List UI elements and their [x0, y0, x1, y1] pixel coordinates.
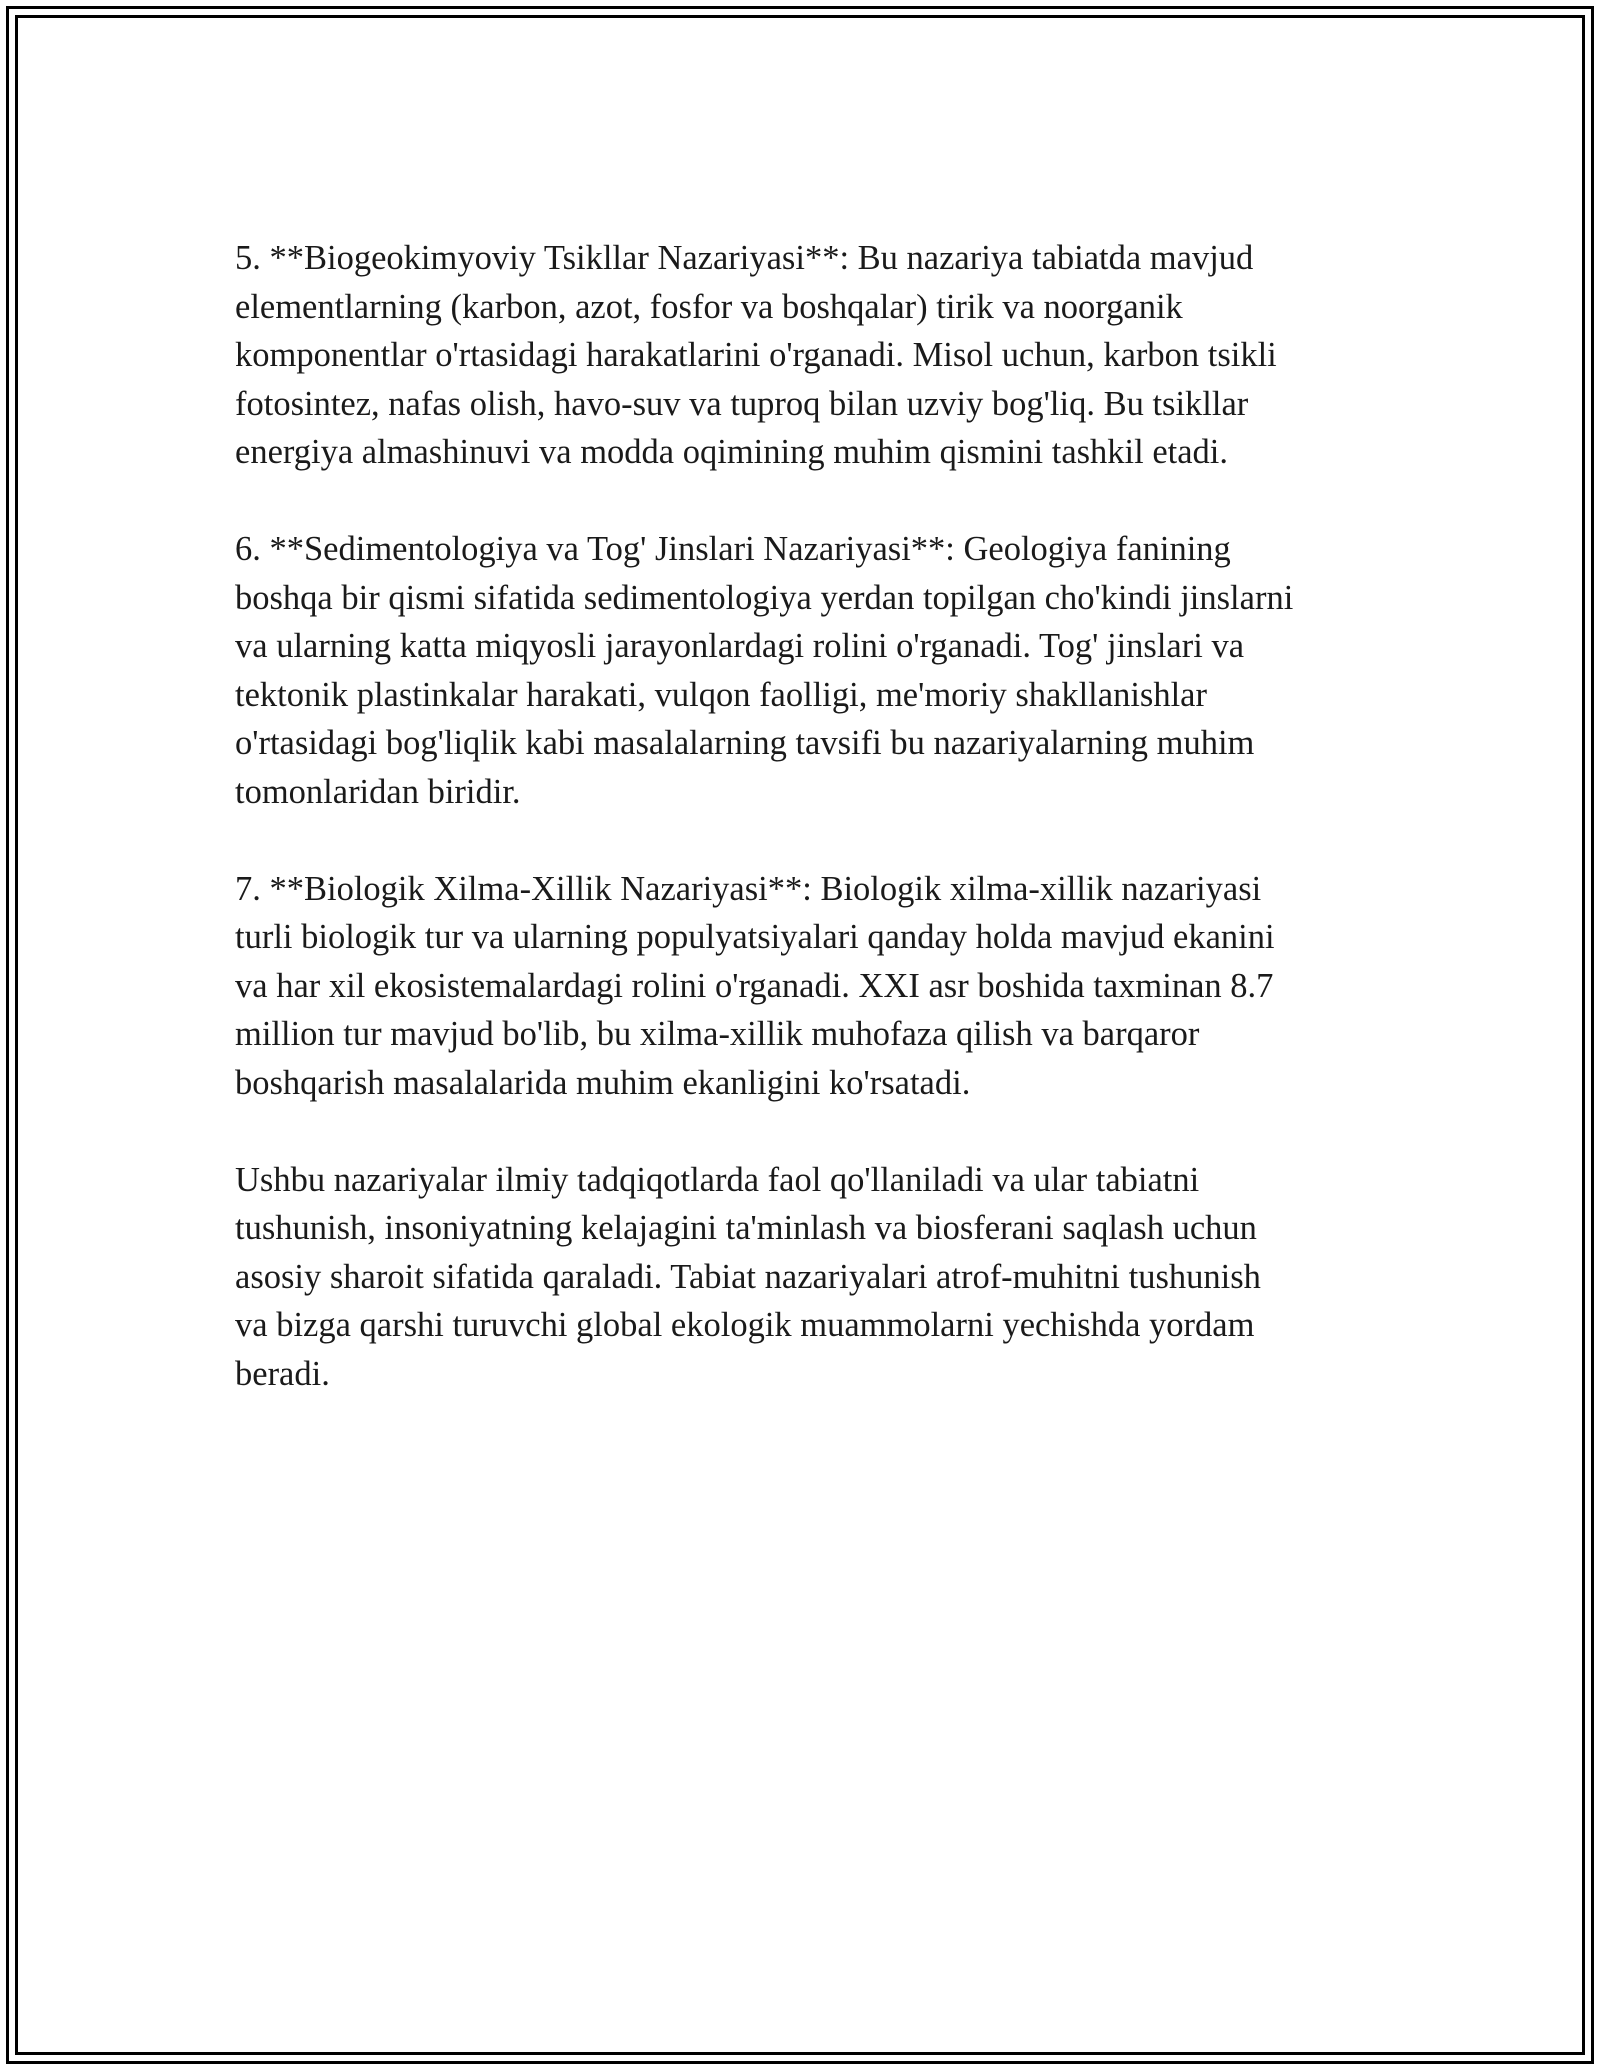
- paragraph-biodiversity: 7. **Biologik Xilma-Xillik Nazariyasi**: Biologik xilma-xillik nazariyasi turli biologik tur va ularning populyatsiyalari qanday holda mavjud ekanini va har xil ekosistemalardagi rolini o'rganadi. XXI asr boshida taxminan 8.7 million tur mavjud bo'lib, bu xilma-xillik muhofaza qilish va barqaror boshqarish masalalarida muhim ekanligini ko'rsatadi.: [235, 869, 1275, 1102]
- paragraph-biogeochemical-cycles: 5. **Biogeokimyoviy Tsikllar Nazariyasi**: Bu nazariya tabiatda mavjud elementlarning (karbon, azot, fosfor va boshqalar) tirik va noorganik komponentlar o'rtasidagi harakatlarini o'rganadi. Misol uchun, karbon tsikli fotosintez, nafas olish, havo-suv va tuproq bilan uzviy bog'liq. Bu tsikllar energiya almashinuvi va modda oqimining muhim qismini tashkil etadi.: [235, 239, 1277, 471]
- document-body: [235, 234, 1385, 1447]
- paragraph-sedimentology: 6. **Sedimentologiya va Tog' Jinslari Nazariyasi**: Geologiya fanining boshqa bir qismi sifatida sedimentologiya yerdan topilgan cho'kindi jinslarni va ularning katta miqyosli jarayonlardagi rolini o'rganadi. Tog' jinslari va tektonik plastinkalar harakati, vulqon faolligi, me'moriy shakllanishlar o'rtasidagi bog'liqlik kabi masalalarning tavsifi bu nazariyalarning muhim tomonlaridan biridir.: [235, 530, 1294, 811]
- paragraph-conclusion: Ushbu nazariyalar ilmiy tadqiqotlarda faol qo'llaniladi va ular tabiatni tushunish, insoniyatning kelajagini ta'minlash va biosferani saqlash uchun asosiy sharoit sifatida qaraladi. Tabiat nazariyalari atrof-muhitni tushunish va bizga qarshi turuvchi global ekologik muammolarni yechishda yordam beradi.: [235, 1160, 1261, 1393]
